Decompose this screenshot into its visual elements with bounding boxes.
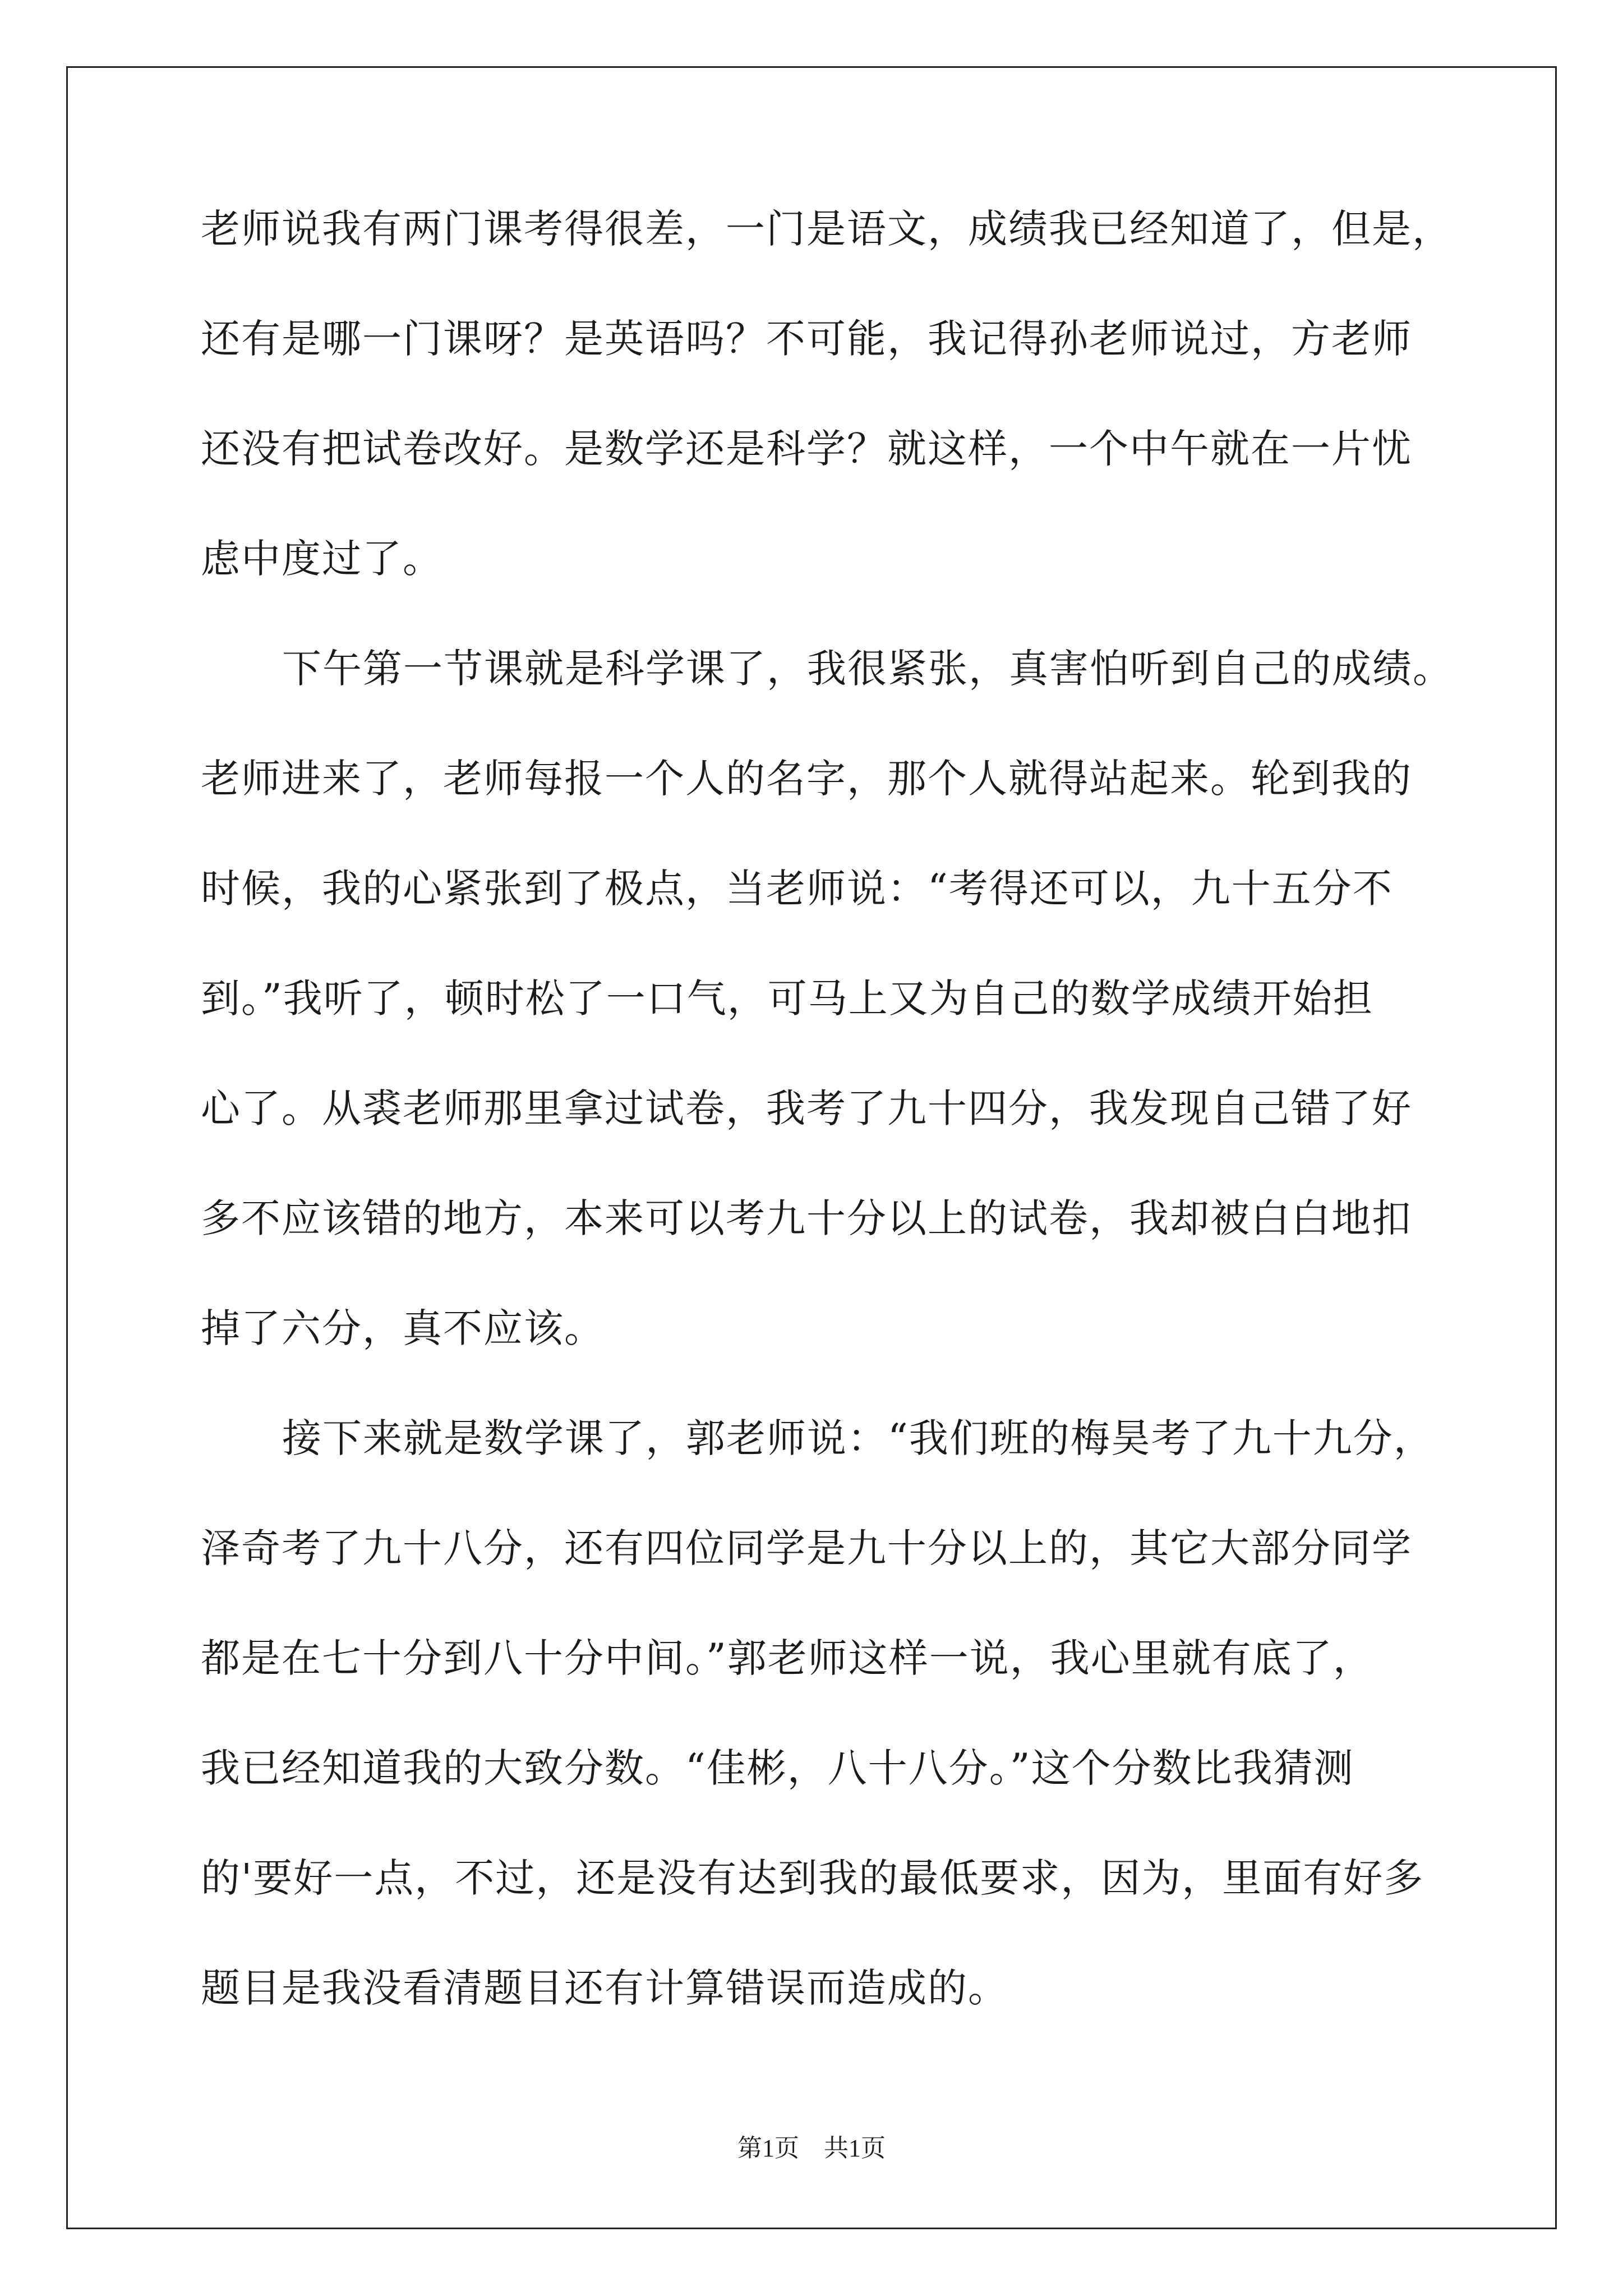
text-line: 老师进来了，老师每报一个人的名字，那个人就得站起来。轮到我的 <box>201 756 1412 802</box>
page-number-footer: 第1页 共1页 <box>737 2134 886 2162</box>
text-line: 都是在七十分到八十分中间。”郭老师这样一说，我心里就有底了， <box>201 1635 1373 1681</box>
text-line: 的'要好一点，不过，还是没有达到我的最低要求，因为，里面有好多 <box>201 1855 1424 1901</box>
text-line: 还有是哪一门课呀？是英语吗？不可能，我记得孙老师说过，方老师 <box>201 316 1412 362</box>
text-line: 虑中度过了。 <box>201 536 443 582</box>
text-line: 到。”我听了，顿时松了一口气，可马上又为自己的数学成绩开始担 <box>201 976 1373 1022</box>
paragraph-first-line: 下午第一节课就是科学课了，我很紧张，真害怕听到自己的成绩。 <box>282 646 1453 692</box>
paragraph-first-line: 接下来就是数学课了，郭老师说：“我们班的梅昊考了九十九分， <box>282 1415 1434 1461</box>
text-line: 掉了六分，真不应该。 <box>201 1305 605 1351</box>
text-line: 心了。从裘老师那里拿过试卷，我考了九十四分，我发现自己错了好 <box>201 1085 1412 1131</box>
text-line: 泽奇考了九十八分，还有四位同学是九十分以上的，其它大部分同学 <box>201 1525 1412 1571</box>
text-line: 我已经知道我的大致分数。“佳彬，八十八分。”这个分数比我猜测 <box>201 1745 1354 1791</box>
text-line: 还没有把试卷改好。是数学还是科学？就这样，一个中午就在一片忧 <box>201 426 1412 472</box>
text-line: 多不应该错的地方，本来可以考九十分以上的试卷，我却被白白地扣 <box>201 1195 1412 1241</box>
text-line: 时候，我的心紧张到了极点，当老师说：“考得还可以，九十五分不 <box>201 866 1393 912</box>
text-line: 老师说我有两门课考得很差，一门是语文，成绩我已经知道了，但是， <box>201 206 1453 252</box>
text-line: 题目是我没看清题目还有计算错误而造成的。 <box>201 1965 1008 2011</box>
